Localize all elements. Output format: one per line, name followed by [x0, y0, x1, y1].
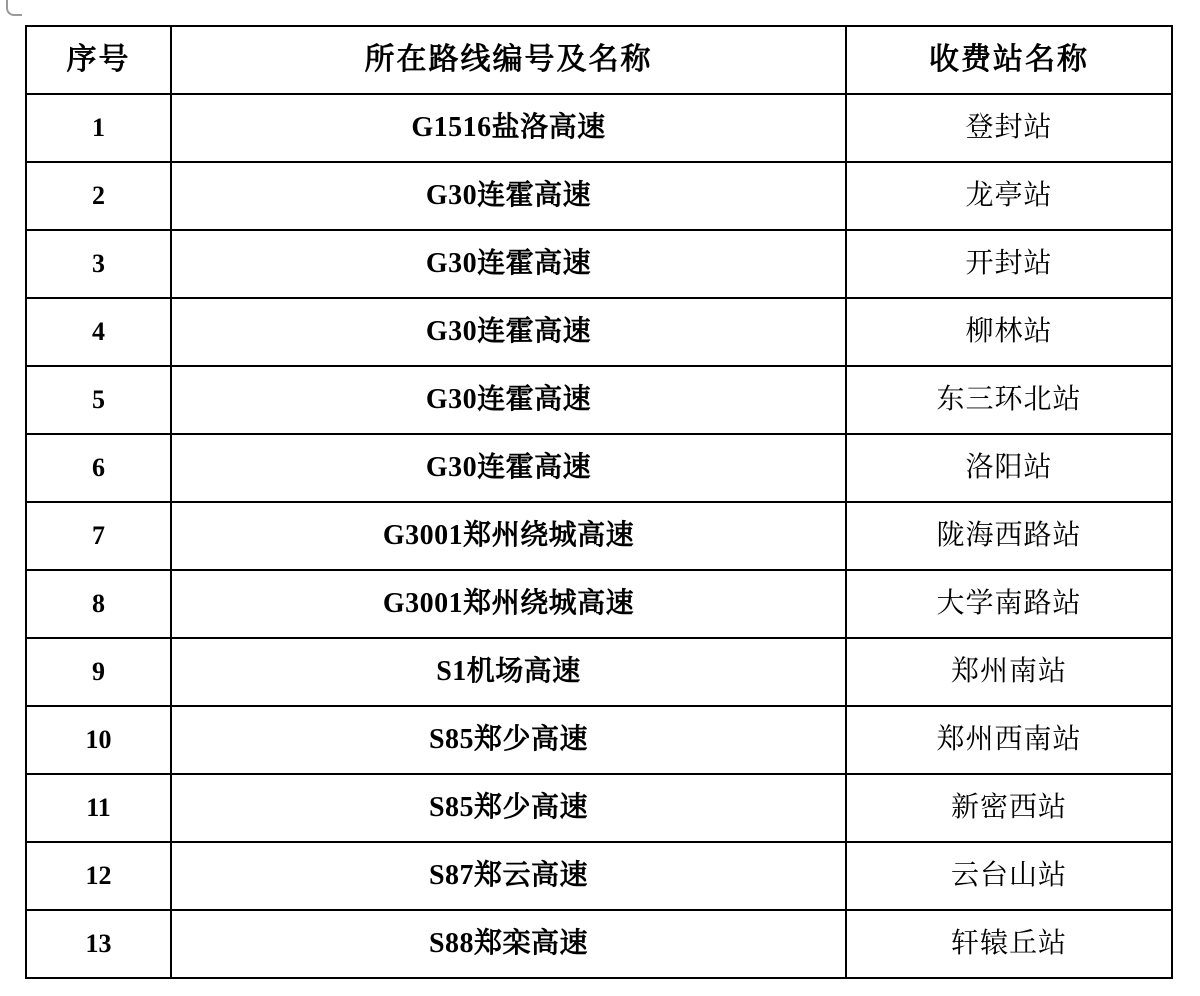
table-header [26, 26, 1172, 94]
cell-station: 陇海西路站 [846, 502, 1172, 570]
table-body [26, 94, 1172, 978]
column-header-station: 收费站名称 [846, 26, 1172, 94]
cell-station: 登封站 [846, 94, 1172, 162]
table-row [26, 298, 1172, 366]
cell-station: 洛阳站 [846, 434, 1172, 502]
column-header-index: 序号 [26, 26, 171, 94]
cell-index: 9 [26, 638, 171, 706]
cell-index: 1 [26, 94, 171, 162]
cell-station: 云台山站 [846, 842, 1172, 910]
cell-index: 10 [26, 706, 171, 774]
cell-route: G30连霍高速 [171, 162, 846, 230]
cell-route: S85郑少高速 [171, 706, 846, 774]
cell-index: 8 [26, 570, 171, 638]
cell-station: 新密西站 [846, 774, 1172, 842]
cell-route: G3001郑州绕城高速 [171, 570, 846, 638]
table-row [26, 366, 1172, 434]
cell-route: G3001郑州绕城高速 [171, 502, 846, 570]
cell-station: 龙亭站 [846, 162, 1172, 230]
cell-station: 郑州南站 [846, 638, 1172, 706]
cell-index: 3 [26, 230, 171, 298]
table-row [26, 230, 1172, 298]
table-row [26, 706, 1172, 774]
cell-route: G30连霍高速 [171, 298, 846, 366]
cell-index: 4 [26, 298, 171, 366]
cell-station: 大学南路站 [846, 570, 1172, 638]
cell-station: 轩辕丘站 [846, 910, 1172, 978]
table-row [26, 570, 1172, 638]
cell-index: 2 [26, 162, 171, 230]
table-row [26, 434, 1172, 502]
table-row [26, 162, 1172, 230]
cell-station: 开封站 [846, 230, 1172, 298]
table-row [26, 910, 1172, 978]
cell-index: 13 [26, 910, 171, 978]
cell-index: 6 [26, 434, 171, 502]
table-row [26, 638, 1172, 706]
table-row [26, 502, 1172, 570]
cell-index: 5 [26, 366, 171, 434]
table-row [26, 842, 1172, 910]
table-row [26, 94, 1172, 162]
table-row [26, 774, 1172, 842]
cell-index: 12 [26, 842, 171, 910]
cell-route: S85郑少高速 [171, 774, 846, 842]
cell-route: S87郑云高速 [171, 842, 846, 910]
toll-station-table-container [25, 25, 1171, 979]
cell-index: 7 [26, 502, 171, 570]
scan-artifact-mark [6, 0, 22, 16]
column-header-route: 所在路线编号及名称 [171, 26, 846, 94]
cell-station: 柳林站 [846, 298, 1172, 366]
table-header-row [26, 26, 1172, 94]
cell-index: 11 [26, 774, 171, 842]
cell-station: 郑州西南站 [846, 706, 1172, 774]
cell-route: S88郑栾高速 [171, 910, 846, 978]
cell-station: 东三环北站 [846, 366, 1172, 434]
cell-route: G30连霍高速 [171, 230, 846, 298]
cell-route: G30连霍高速 [171, 366, 846, 434]
cell-route: G1516盐洛高速 [171, 94, 846, 162]
toll-station-table [25, 25, 1173, 979]
cell-route: S1机场高速 [171, 638, 846, 706]
cell-route: G30连霍高速 [171, 434, 846, 502]
